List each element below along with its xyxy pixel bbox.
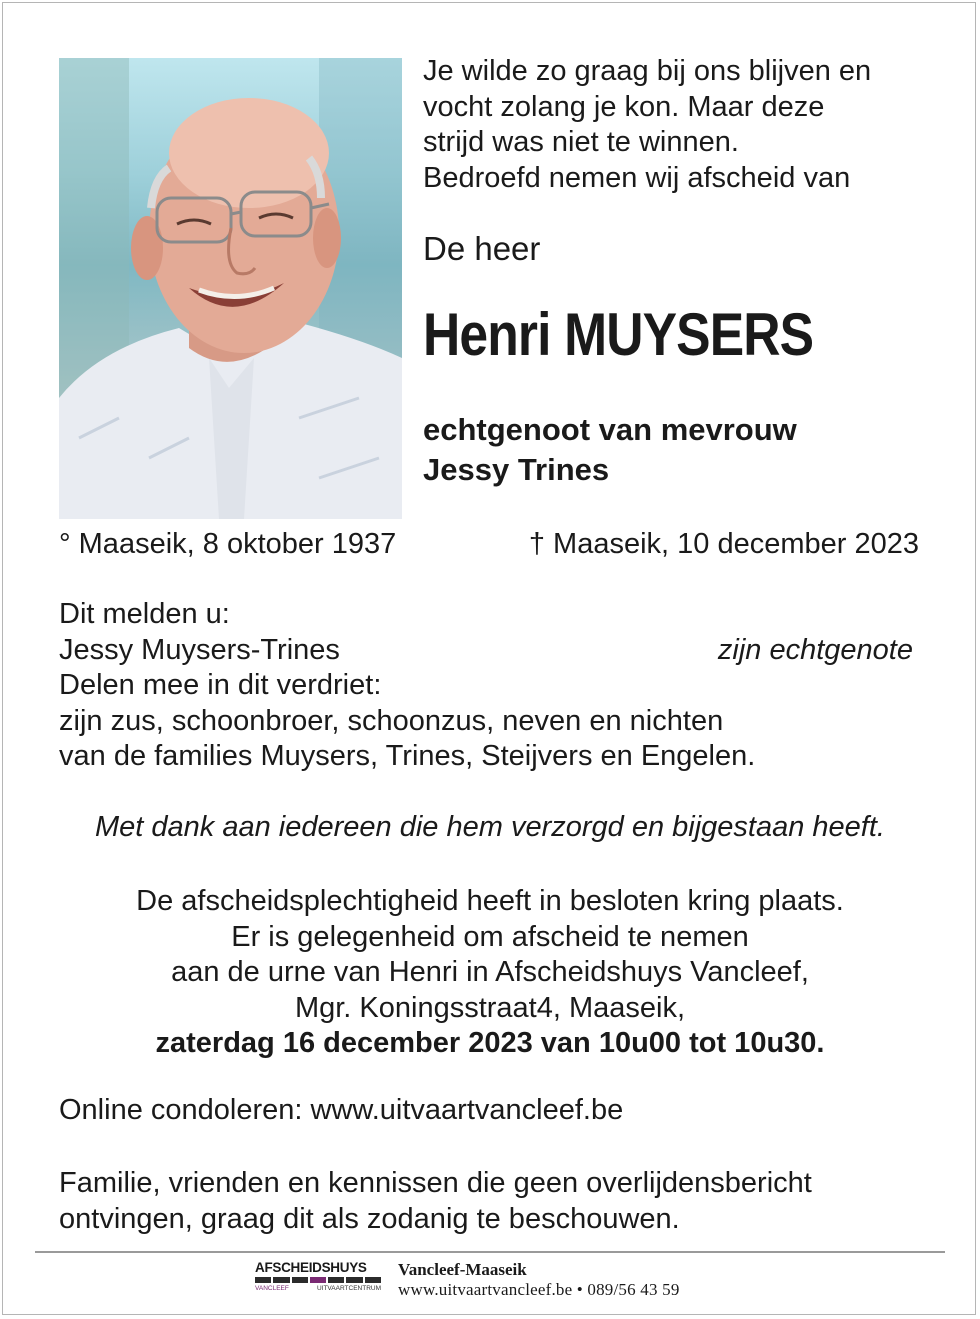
ceremony-block — [0, 884, 980, 1062]
closing-line: ontvingen, graag dit als zodanig te beschouwen. — [59, 1202, 680, 1235]
relatives-line: van de families Muysers, Trines, Steijvers en Engelen. — [59, 740, 756, 772]
intro-line: strijd was niet te winnen. — [423, 126, 739, 158]
business-name: Vancleef-Maaseik — [398, 1260, 527, 1279]
ceremony-line: Er is gelegenheid om afscheid te nemen — [231, 920, 749, 953]
ceremony-line: De afscheidsplechtigheid heeft in besloten kring plaats. — [136, 885, 844, 917]
spouse-role: zijn echtgenote — [717, 633, 913, 666]
spouse-line-1: echtgenoot van mevrouw — [423, 412, 797, 447]
footer-info — [398, 1260, 680, 1300]
logo-sub-left: VANCLEEF — [255, 1285, 289, 1292]
spouse-line-2: Jessy Trines — [423, 452, 610, 487]
spouse-row — [59, 633, 919, 669]
funeral-home-logo — [255, 1260, 381, 1298]
announcement-heading: Dit melden u: — [59, 598, 230, 630]
intro-line: vocht zolang je kon. Maar deze — [423, 90, 825, 123]
spouse-name: Jessy Muysers-Trines — [59, 633, 340, 666]
birth-info: ° Maaseik, 8 oktober 1937 — [59, 528, 397, 560]
online-condolences: Online condoleren: www.uitvaartvancleef.be — [59, 1094, 624, 1126]
intro-line: Je wilde zo graag bij ons blijven en — [423, 55, 872, 87]
spouse-line — [423, 410, 797, 490]
deceased-name: Henri MUYSERS — [423, 301, 814, 368]
ceremony-line: Mgr. Koningsstraat4, Maaseik, — [294, 991, 686, 1024]
salutation: De heer — [423, 230, 541, 267]
logo-title: AFSCHEIDSHUYS — [255, 1260, 367, 1275]
ceremony-date: zaterdag 16 december 2023 van 10u00 tot 10u30. — [155, 1027, 825, 1059]
portrait-photo — [59, 58, 402, 519]
relatives-line: zijn zus, schoonbroer, schoonzus, neven en nichten — [59, 704, 724, 737]
logo-subtitle — [255, 1285, 381, 1292]
intro-text — [423, 54, 943, 196]
closing-note — [59, 1166, 812, 1237]
footer-divider — [35, 1251, 945, 1253]
share-heading: Delen mee in dit verdriet: — [59, 669, 382, 701]
announcement-block — [59, 597, 919, 775]
logo-bar — [255, 1277, 381, 1283]
closing-line: Familie, vrienden en kennissen die geen overlijdensbericht — [59, 1167, 812, 1199]
thanks-text: Met dank aan iedereen die hem verzorgd en bijgestaan heeft. — [95, 811, 885, 843]
business-contact: www.uitvaartvancleef.be • 089/56 43 59 — [398, 1280, 680, 1299]
logo-sub-right: UITVAARTCENTRUM — [316, 1285, 381, 1292]
intro-line: Bedroefd nemen wij afscheid van — [423, 161, 851, 194]
death-info: † Maaseik, 10 december 2023 — [528, 528, 919, 560]
ceremony-line: aan de urne van Henri in Afscheidshuys Vancleef, — [171, 956, 809, 988]
